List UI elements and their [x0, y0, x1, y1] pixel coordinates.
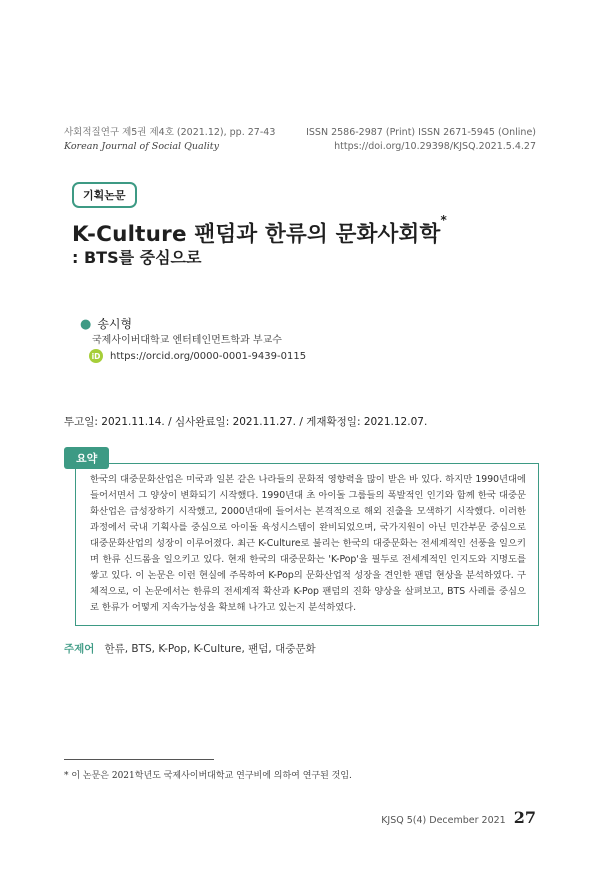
footnote: * 이 논문은 2021학년도 국제사이버대학교 연구비에 의하여 연구된 것임.	[64, 771, 352, 781]
keywords-line	[64, 641, 316, 656]
page-number: 27	[513, 808, 536, 827]
footer-journal: KJSQ 5(4) December 2021	[381, 815, 506, 826]
author-affiliation: 국제사이버대학교 엔터테인먼트학과 부교수	[92, 335, 282, 346]
orcid-link[interactable]: https://orcid.org/0000-0001-9439-0115	[110, 350, 307, 362]
article-type-badge: 기획논문	[72, 182, 137, 208]
author-name: 송시형	[97, 317, 133, 331]
author-line	[80, 315, 132, 332]
abstract-text: 한국의 대중문화산업은 미국과 일본 같은 나라들의 문화적 영향력을 많이 받은 바 있다. 하지만 1990년대에 들어서면서 그 양상이 변화되기 시작했다. 1990년대 초 아이돌 그룹들의 폭발적인 인기와 함께 한국 대중문화산업은 급성장하기 시작했고, 2000년대에 들어서는 본격적으로 해외 진출을 모색하기 시작했다. 이러한 과정에서 국내 기획사를 중심으로 아이돌 육성시스템이 완비되었으며, 국가지원이 아닌 민간부문 중심으로 대중문화산업의 성장이 이루어졌다. 최근 K-Culture로 불리는 한국의 대중문화는 전세계적인 선풍을 일으키며 한류 신드롬을 일으키고 있다. 현재 한국의 대중문화는 'K-Pop'을 필두로 전세계적인 인지도와 지명도를 쌓고 있다. 이 논문은 이런 현실에 주목하여 K-Pop의 문화산업적 성장을 견인한 팬덤 현상을 분석하였다. 구체적으로, 이 논문에서는 한류의 전세계적 확산과 K-Pop 팬덤의 진화 양상을 살펴보고, BTS 사례를 중심으로 한류가 어떻게 지속가능성을 확보해 나가고 있는지 분석하였다.	[90, 474, 526, 613]
doi-link[interactable]: https://doi.org/10.29398/KJSQ.2021.5.4.27	[334, 141, 536, 152]
journal-title-en: Korean Journal of Social Quality	[64, 141, 219, 152]
keywords-label: 주제어	[64, 643, 95, 655]
title-text: K-Culture 팬덤과 한류의 문화사회학	[72, 222, 441, 247]
abstract-label: 요약	[64, 447, 109, 469]
page-footer	[381, 808, 536, 827]
title-footnote-mark: *	[440, 213, 447, 227]
article-title	[72, 213, 447, 248]
bullet-icon: ●	[80, 317, 92, 332]
keywords-text: 한류, BTS, K-Pop, K-Culture, 팬덤, 대중문화	[104, 643, 316, 655]
article-subtitle: : BTS를 중심으로	[72, 248, 202, 267]
journal-citation: 사회적질연구 제5권 제4호 (2021.12), pp. 27-43	[64, 127, 276, 138]
running-header-left	[64, 126, 275, 154]
issn-line: ISSN 2586-2987 (Print) ISSN 2671-5945 (Online)	[306, 127, 536, 138]
submission-dates: 투고일: 2021.11.14. / 심사완료일: 2021.11.27. / 게재확정일: 2021.12.07.	[64, 416, 428, 428]
footnote-divider	[64, 759, 214, 760]
orcid-row	[89, 349, 306, 363]
orcid-icon: iD	[89, 349, 103, 363]
running-header-right	[306, 126, 536, 154]
